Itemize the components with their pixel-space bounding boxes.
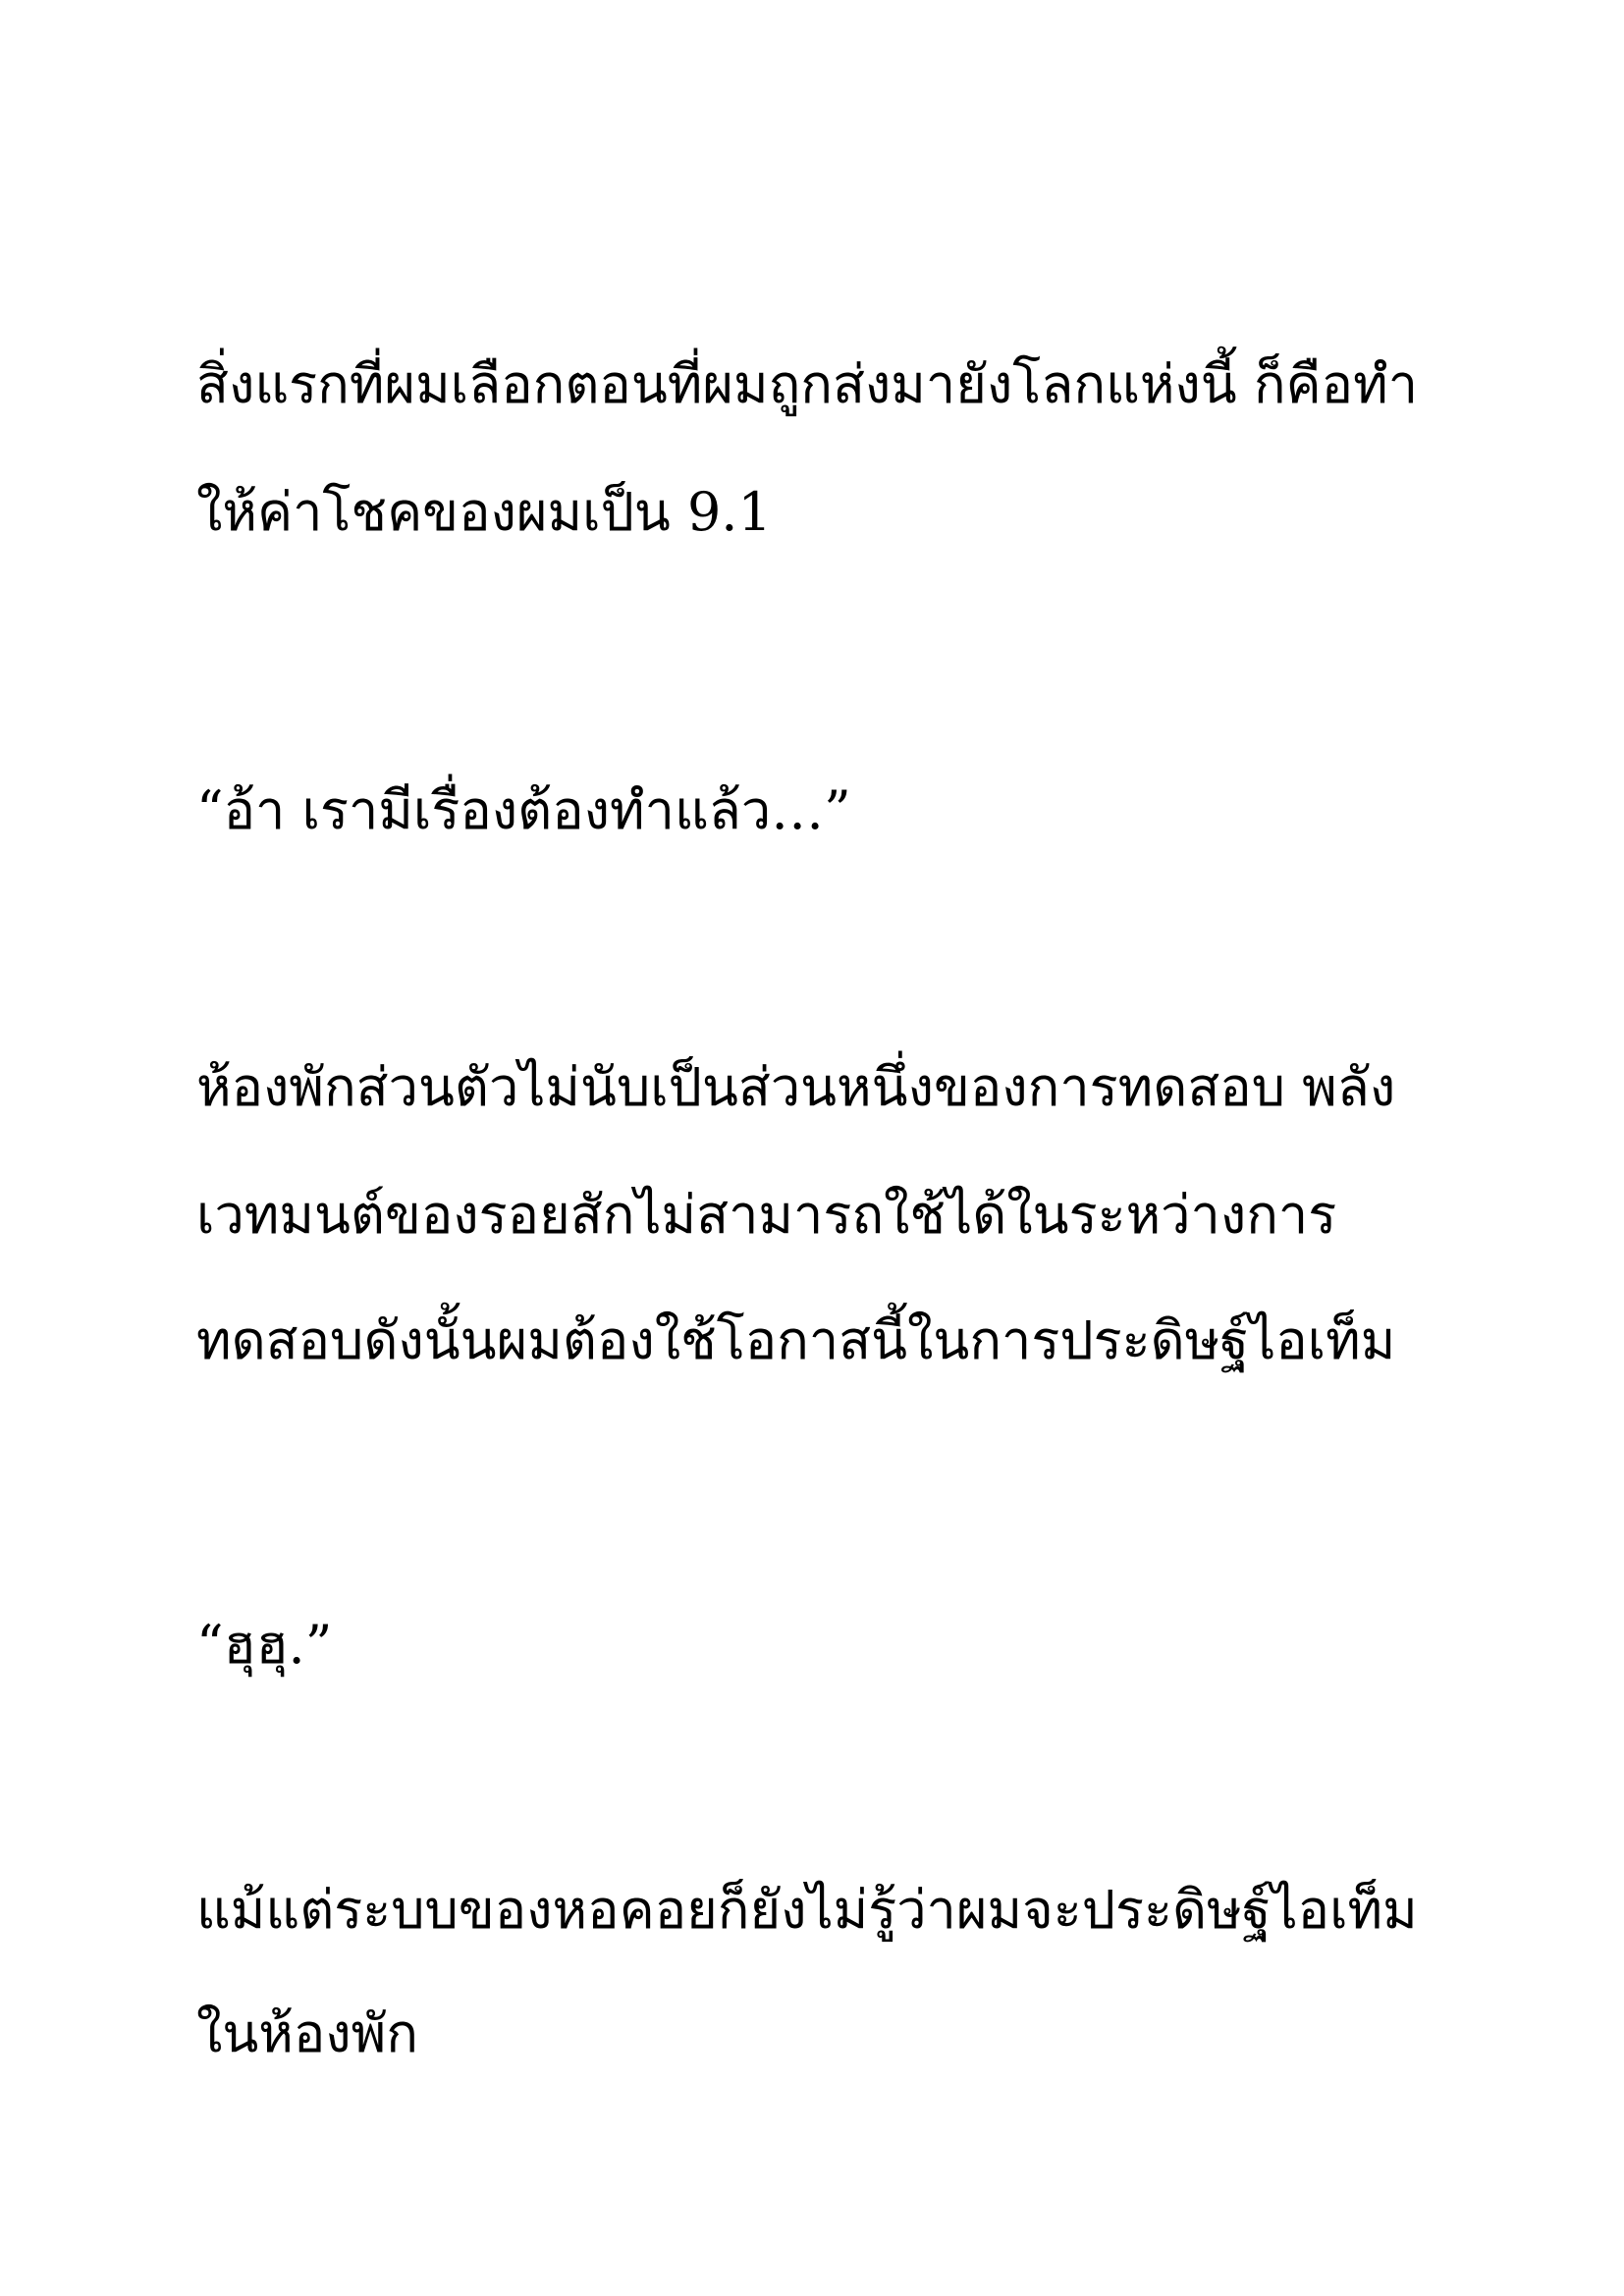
- paragraph-5-line-2: ในห้องพัก: [196, 2002, 418, 2064]
- paragraph-3-line-1: ห้องพักส่วนตัวไม่นับเป็นส่วนหนึ่งของการทดสอบ พลัง: [196, 1056, 1396, 1118]
- paragraph-2-line-1: “อ้า เรามีเรื่องต้องทำแล้ว…”: [196, 779, 851, 841]
- paragraph-1-line-1: สิ่งแรกที่ผมเลือกตอนที่ผมถูกส่งมายังโลกแห่งนี้ ก็คือทำ: [196, 353, 1419, 415]
- paragraph-5-line-1: แม้แต่ระบบของหอคอยก็ยังไม่รู้ว่าผมจะประดิษฐ์ไอเท็ม: [196, 1879, 1418, 1941]
- paragraph-1-line-2: ให้ค่าโชคของผมเป็น 9.1: [196, 481, 772, 543]
- paragraph-3-line-2: เวทมนต์ของรอยสักไม่สามารถใช้ได้ในระหว่างการ: [196, 1184, 1337, 1246]
- paragraph-4-line-1: “ฮุฮุ.”: [196, 1614, 333, 1676]
- paragraph-3-line-3: ทดสอบดังนั้นผมต้องใช้โอกาสนี้ในการประดิษฐ์ไอเท็ม: [196, 1309, 1396, 1371]
